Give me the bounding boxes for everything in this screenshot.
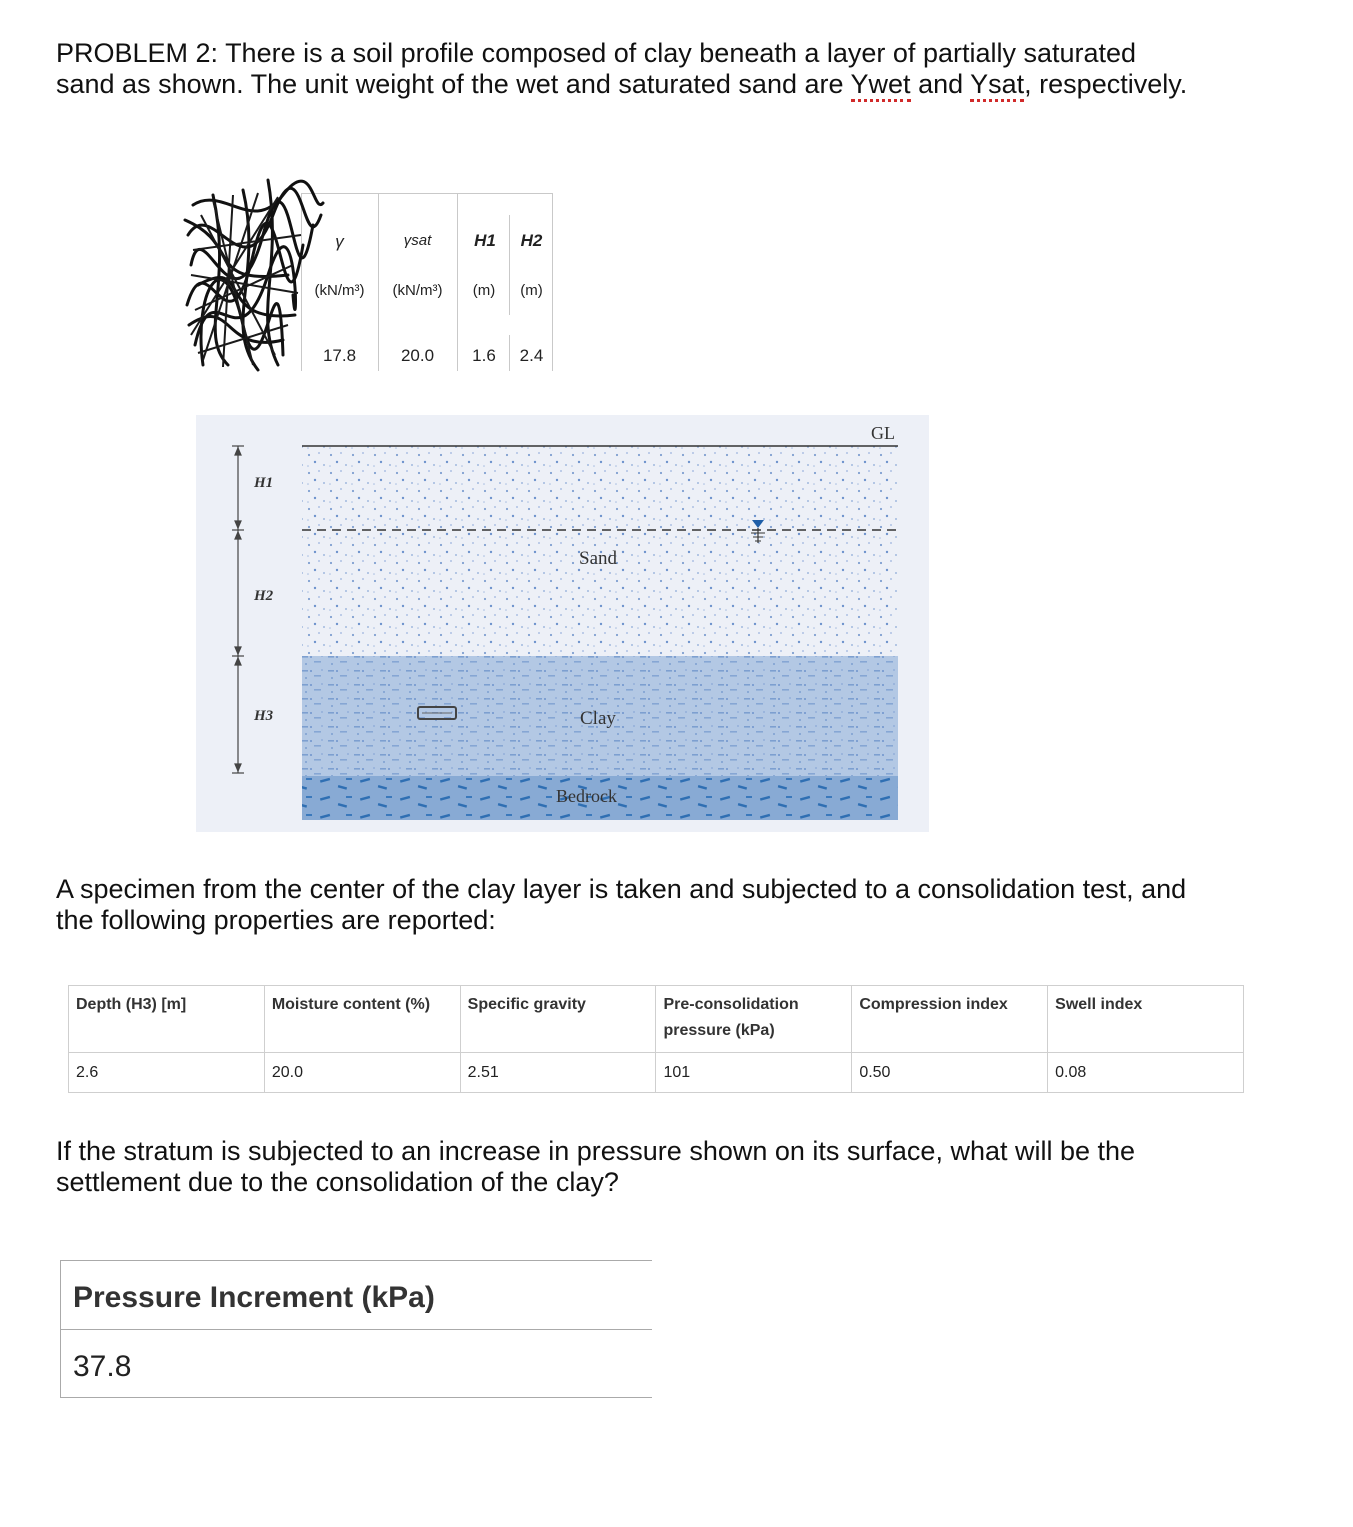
dimension-lines	[232, 446, 244, 773]
h2-label: H2	[254, 588, 274, 604]
cell-depth: 2.6	[69, 1053, 265, 1093]
table-border	[552, 193, 553, 371]
bedrock-label: Bedrock	[556, 786, 617, 806]
table-row	[69, 1053, 1244, 1093]
header-compression-index: Compression index	[852, 986, 1048, 1053]
header-gamma-sat: γsat	[403, 232, 432, 249]
ysat-symbol: Ysat	[970, 69, 1024, 102]
value-gamma: 17.8	[322, 346, 357, 365]
cell-preconsolidation: 101	[656, 1053, 852, 1093]
ground-level-label: GL	[871, 423, 895, 443]
problem-line-2: sand as shown. The unit weight of the wet and saturated sand are Ywet and Ysat, respectively.	[56, 69, 1187, 102]
soil-profile-svg	[196, 415, 929, 832]
cell-compression-index: 0.50	[852, 1053, 1048, 1093]
soil-profile-diagram	[196, 415, 929, 832]
cell-swell-index: 0.08	[1048, 1053, 1244, 1093]
table-header-row	[69, 986, 1244, 1053]
table-border	[61, 1397, 652, 1398]
specimen-line-2: the following properties are reported:	[56, 905, 496, 935]
consolidation-table	[68, 985, 1244, 1093]
pressure-value: 37.8	[73, 1350, 132, 1383]
unit-gamma: (kN/m³)	[314, 282, 365, 299]
header-swell-index: Swell index	[1048, 986, 1244, 1053]
table-border	[61, 1329, 652, 1330]
h3-label: H3	[254, 708, 274, 724]
header-moisture: Moisture content (%)	[264, 986, 460, 1053]
question-line-1: If the stratum is subjected to an increase in pressure shown on its surface, what will be the	[56, 1136, 1136, 1166]
problem-statement	[56, 38, 1296, 100]
question-line-2: settlement due to the consolidation of the clay?	[56, 1167, 619, 1197]
header-depth: Depth (H3) [m]	[69, 986, 265, 1053]
header-specific-gravity: Specific gravity	[460, 986, 656, 1053]
unit-h2: (m)	[520, 282, 543, 299]
header-preconsolidation: Pre-consolidation pressure (kPa)	[656, 986, 852, 1053]
header-h2: H2	[520, 231, 543, 250]
clay-label: Clay	[580, 708, 616, 729]
unit-gamma-sat: (kN/m³)	[392, 282, 443, 299]
table-border	[509, 215, 510, 315]
pressure-increment-table	[60, 1260, 652, 1398]
pressure-header: Pressure Increment (kPa)	[73, 1281, 435, 1314]
table-border	[509, 335, 510, 371]
header-h1: H1	[474, 231, 496, 250]
value-h1: 1.6	[472, 346, 496, 365]
value-h2: 2.4	[519, 346, 544, 365]
value-gamma-sat: 20.0	[400, 346, 435, 365]
cell-specific-gravity: 2.51	[460, 1053, 656, 1093]
unit-h1: (m)	[472, 282, 496, 299]
scribble-redaction	[183, 175, 333, 375]
problem-line-1: PROBLEM 2: There is a soil profile composed of clay beneath a layer of partially saturated	[56, 38, 1137, 68]
specimen-paragraph	[56, 874, 1296, 936]
table-border	[301, 193, 553, 194]
header-gamma: γ	[335, 232, 344, 251]
table-border	[457, 193, 458, 371]
sand-label: Sand	[579, 548, 617, 569]
ywet-symbol: Ywet	[851, 69, 911, 102]
question-paragraph	[56, 1136, 1296, 1198]
soil-property-table	[183, 175, 555, 375]
cell-moisture: 20.0	[264, 1053, 460, 1093]
specimen-line-1: A specimen from the center of the clay layer is taken and subjected to a consolidation test, and	[56, 874, 1187, 904]
h1-label: H1	[254, 475, 274, 491]
table-border	[61, 1260, 652, 1261]
